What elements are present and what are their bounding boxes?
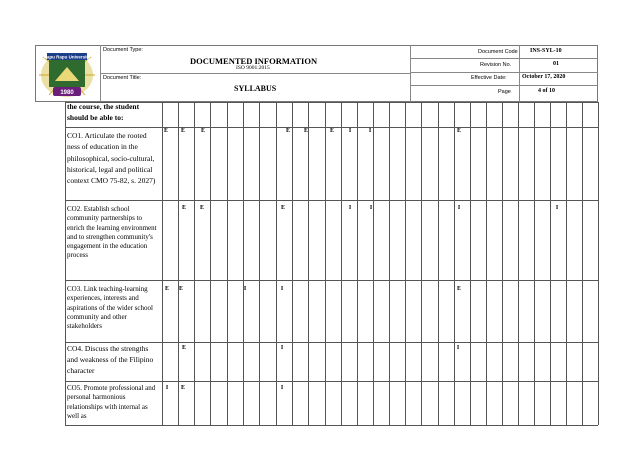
revision-number: 01	[553, 61, 559, 67]
grid-row-line	[65, 381, 598, 382]
competency-mark: I	[456, 345, 460, 351]
document-code-label: Document Code	[478, 49, 518, 55]
course-outcome-3: CO3. Link teaching-learning experiences, interests and aspirations of the wider school community and other stakeholders	[67, 285, 153, 331]
grid-column-line	[194, 102, 195, 425]
document-title-label: Document Title:	[103, 75, 142, 81]
grid-row-line	[65, 425, 598, 426]
grid-column-line	[421, 102, 422, 425]
course-outcome-2: CO2. Establish school community partnerships to enrich the learning environment and to strengthen community's engagement in the education process	[67, 205, 157, 260]
competency-mark: I	[280, 385, 284, 391]
grid-column-line	[276, 102, 277, 425]
header-divider	[100, 73, 410, 74]
grid-column-line	[373, 102, 374, 425]
grid-column-line	[325, 102, 326, 425]
svg-text:Rapu Rapu University: Rapu Rapu University	[43, 54, 91, 60]
grid-column-line	[178, 102, 179, 425]
grid-column-line	[65, 102, 66, 425]
grid-column-line	[389, 102, 390, 425]
grid-column-line	[470, 102, 471, 425]
course-outcome-5: CO5. Promote professional and personal harmonious relationships with internal as well as	[67, 384, 156, 420]
document-code: INS-SYL-10	[530, 48, 562, 54]
effective-date-label: Effective Date:	[471, 75, 507, 81]
competency-mark: I	[348, 128, 352, 134]
competency-mark: E	[181, 345, 186, 351]
grid-column-line	[243, 102, 244, 425]
grid-column-line	[292, 102, 293, 425]
competency-mark: I	[555, 205, 559, 211]
grid-column-line	[341, 102, 342, 425]
page-label: Page	[498, 89, 511, 95]
effective-date: October 17, 2020	[522, 74, 566, 80]
syllabus-title: SYLLABUS	[234, 84, 277, 93]
grid-column-line	[227, 102, 228, 425]
course-outcome-1: CO1. Articulate the rooted ness of education in the philosophical, socio-cultural, historical, legal and political context CMO 75-82, s. 2027)	[67, 131, 156, 185]
course-outcome-4: CO4. Discuss the strengths and weakness of the Filipino character	[67, 344, 154, 375]
grid-column-line	[210, 102, 211, 425]
header-divider	[410, 45, 411, 102]
grid-column-line	[598, 102, 599, 425]
main-title: DOCUMENTED INFORMATION	[190, 56, 318, 66]
competency-mark: I	[368, 128, 372, 134]
competency-mark: E	[200, 128, 205, 134]
iso-label: ISO 9001:2015	[236, 65, 270, 71]
competency-mark: E	[285, 128, 290, 134]
grid-column-line	[308, 102, 309, 425]
grid-column-line	[162, 102, 163, 425]
grid-column-line	[550, 102, 551, 425]
grid-row-line	[65, 200, 598, 201]
header-divider	[519, 45, 520, 102]
competency-mark: E	[181, 205, 186, 211]
header-divider	[410, 58, 598, 59]
grid-column-line	[518, 102, 519, 425]
grid-row-line	[65, 342, 598, 343]
header-divider	[410, 72, 598, 73]
svg-text:1980: 1980	[60, 90, 74, 96]
intro-heading: the course, the student should be able to:	[67, 102, 140, 122]
grid-column-line	[534, 102, 535, 425]
competency-mark: I	[348, 205, 352, 211]
competency-mark: I	[243, 286, 247, 292]
competency-mark: E	[456, 286, 461, 292]
competency-mark: E	[178, 286, 183, 292]
competency-mark: I	[369, 205, 373, 211]
competency-mark: E	[280, 205, 285, 211]
revision-label: Revision No.	[480, 62, 512, 68]
university-logo	[35, 45, 100, 102]
grid-column-line	[566, 102, 567, 425]
grid-row-line	[65, 280, 598, 281]
competency-mark: I	[280, 345, 284, 351]
competency-mark: I	[165, 385, 169, 391]
competency-mark: I	[457, 205, 461, 211]
competency-mark: I	[280, 286, 284, 292]
grid-column-line	[357, 102, 358, 425]
grid-column-line	[405, 102, 406, 425]
competency-mark: E	[456, 128, 461, 134]
competency-mark: E	[180, 128, 185, 134]
competency-mark: E	[164, 286, 169, 292]
grid-column-line	[502, 102, 503, 425]
document-type-label: Document Type:	[103, 47, 143, 53]
grid-column-line	[486, 102, 487, 425]
competency-mark: E	[163, 128, 168, 134]
grid-column-line	[438, 102, 439, 425]
competency-mark: E	[329, 128, 334, 134]
grid-column-line	[454, 102, 455, 425]
competency-mark: E	[303, 128, 308, 134]
competency-mark: E	[199, 205, 204, 211]
grid-column-line	[259, 102, 260, 425]
competency-mark: E	[180, 385, 185, 391]
header-divider	[410, 85, 598, 86]
grid-column-line	[582, 102, 583, 425]
page-number: 4 of 10	[538, 88, 555, 94]
